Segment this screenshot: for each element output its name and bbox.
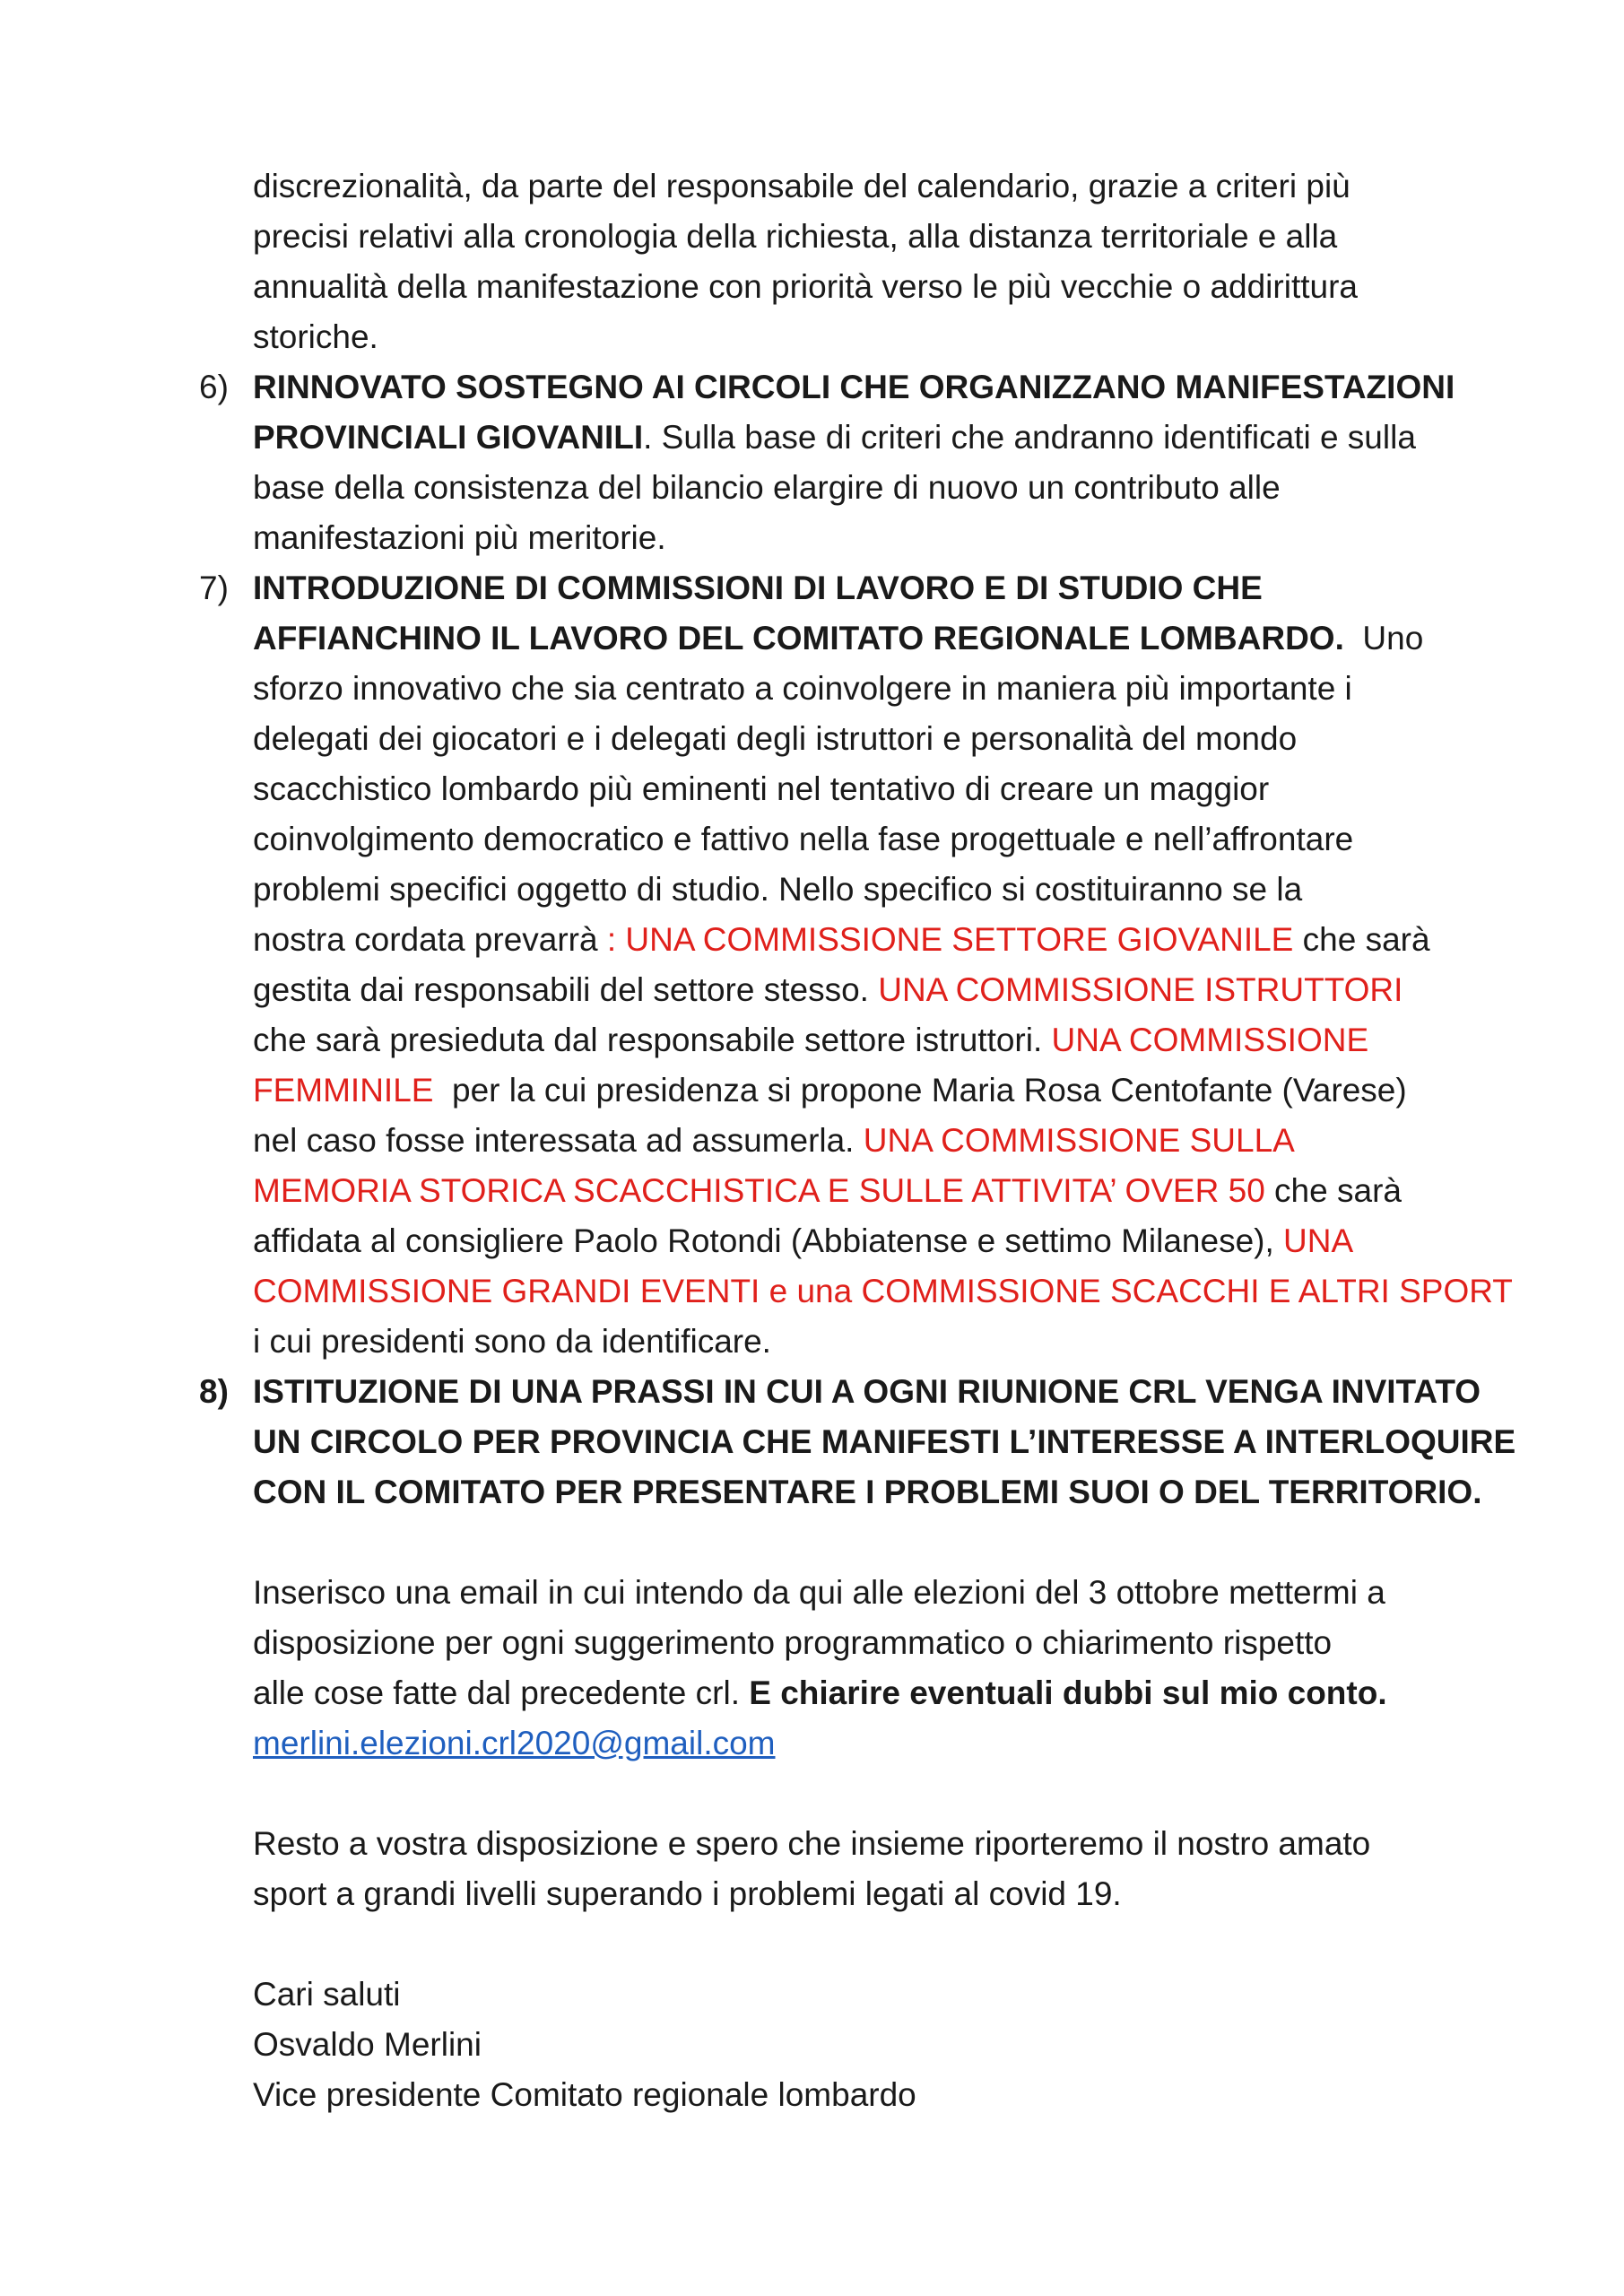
text-line (253, 1668, 1490, 1718)
text-line (253, 1166, 1490, 1216)
item-number: 7) (199, 570, 229, 606)
item-8 (253, 1367, 1516, 1518)
item-title: UN CIRCOLO PER PROVINCIA CHE MANIFESTI L’INTERESSE A INTERLOQUIRE (253, 1423, 1516, 1460)
highlight-commission: COMMISSIONE GRANDI EVENTI e una COMMISSIONE SCACCHI E ALTRI SPORT (253, 1273, 1513, 1309)
text-line: sport a grandi livelli superando i problemi legati al covid 19. (253, 1875, 1122, 1912)
highlight-commission: UNA (1283, 1222, 1354, 1259)
text-run: nel caso fosse interessata ad assumerla. (253, 1122, 864, 1159)
text-line (253, 1015, 1490, 1065)
item-title: ISTITUZIONE DI UNA PRASSI IN CUI A OGNI RIUNIONE CRL VENGA INVITATO (253, 1373, 1481, 1410)
text-line: precisi relativi alla cronologia della richiesta, alla distanza territoriale e alla (253, 218, 1338, 255)
highlight-commission: : UNA COMMISSIONE SETTORE GIOVANILE (597, 921, 1294, 958)
text-line: storiche. (253, 318, 378, 355)
text-line: Inserisco una email in cui intendo da qui alle elezioni del 3 ottobre mettermi a (253, 1574, 1385, 1611)
emphasis-text: E chiarire eventuali dubbi sul mio conto. (749, 1674, 1387, 1711)
item-number: 6) (199, 369, 229, 405)
email-link[interactable]: merlini.elezioni.crl2020@gmail.com (253, 1725, 776, 1761)
greeting: Cari saluti (253, 1976, 401, 2013)
text-line (253, 613, 1490, 664)
text-run: che sarà (1264, 1172, 1402, 1209)
highlight-commission: FEMMINILE (253, 1072, 434, 1109)
signer-name: Osvaldo Merlini (253, 2026, 482, 2063)
text-line: base della consistenza del bilancio elargire di nuovo un contributo alle (253, 469, 1281, 506)
text-line: coinvolgimento democratico e fattivo nella fase progettuale e nell’affrontare (253, 821, 1354, 857)
text-run: nostra cordata prevarrà (253, 921, 598, 958)
highlight-commission: UNA COMMISSIONE SULLA (863, 1122, 1295, 1159)
item-title: RINNOVATO SOSTEGNO AI CIRCOLI CHE ORGANIZZANO MANIFESTAZIONI (253, 369, 1455, 405)
text-line: sforzo innovativo che sia centrato a coinvolgere in maniera più importante i (253, 670, 1352, 707)
text-line (253, 1116, 1490, 1166)
closing-paragraph (253, 1819, 1490, 1919)
text-run: per la cui presidenza si propone Maria Rosa Centofante (Varese) (433, 1072, 1407, 1109)
text-line (253, 413, 1490, 463)
text-run: Uno (1343, 620, 1424, 657)
item-title: AFFIANCHINO IL LAVORO DEL COMITATO REGIONALE LOMBARDO. (253, 620, 1344, 657)
text-run: . Sulla base di criteri che andranno identificati e sulla (643, 419, 1416, 456)
item-title: CON IL COMITATO PER PRESENTARE I PROBLEMI SUOI O DEL TERRITORIO. (253, 1474, 1482, 1510)
highlight-commission: MEMORIA STORICA SCACCHISTICA E SULLE ATTIVITA’ OVER 50 (253, 1172, 1265, 1209)
text-run: alle cose fatte dal precedente crl. (253, 1674, 750, 1711)
highlight-commission: UNA COMMISSIONE ISTRUTTORI (878, 971, 1403, 1008)
item-7 (253, 563, 1513, 1367)
text-line (253, 1216, 1490, 1266)
text-line: delegati dei giocatori e i delegati degli istruttori e personalità del mondo (253, 720, 1298, 757)
text-line: discrezionalità, da parte del responsabile del calendario, grazie a criteri più (253, 168, 1350, 204)
email-paragraph (253, 1568, 1490, 1769)
text-line (253, 965, 1490, 1015)
text-run: gestita dai responsabili del settore stesso. (253, 971, 879, 1008)
text-line (253, 1065, 1490, 1116)
text-run: che sarà (1293, 921, 1430, 958)
item-number: 8) (199, 1373, 229, 1410)
text-run: che sarà presieduta dal responsabile settore istruttori. (253, 1022, 1052, 1058)
text-run: affidata al consigliere Paolo Rotondi (Abbiatense e settimo Milanese), (253, 1222, 1284, 1259)
intro-paragraph (253, 161, 1490, 362)
text-line: annualità della manifestazione con priorità verso le più vecchie o addirittura (253, 268, 1358, 305)
text-line (253, 915, 1490, 965)
text-line: Resto a vostra disposizione e spero che insieme riporteremo il nostro amato (253, 1825, 1371, 1862)
text-line: disposizione per ogni suggerimento programmatico o chiarimento rispetto (253, 1624, 1333, 1661)
signature-block (253, 1970, 1490, 2120)
text-line (253, 1718, 1490, 1769)
text-line: problemi specifici oggetto di studio. Nello specifico si costituiranno se la (253, 871, 1303, 908)
text-line: scacchistico lombardo più eminenti nel tentativo di creare un maggior (253, 770, 1270, 807)
item-6 (253, 362, 1490, 563)
signer-role: Vice presidente Comitato regionale lombardo (253, 2076, 916, 2113)
item-title: PROVINCIALI GIOVANILI (253, 419, 644, 456)
text-line: manifestazioni più meritorie. (253, 519, 666, 556)
highlight-commission: UNA COMMISSIONE (1051, 1022, 1369, 1058)
text-line: i cui presidenti sono da identificare. (253, 1323, 771, 1360)
item-title: INTRODUZIONE DI COMMISSIONI DI LAVORO E DI STUDIO CHE (253, 570, 1263, 606)
